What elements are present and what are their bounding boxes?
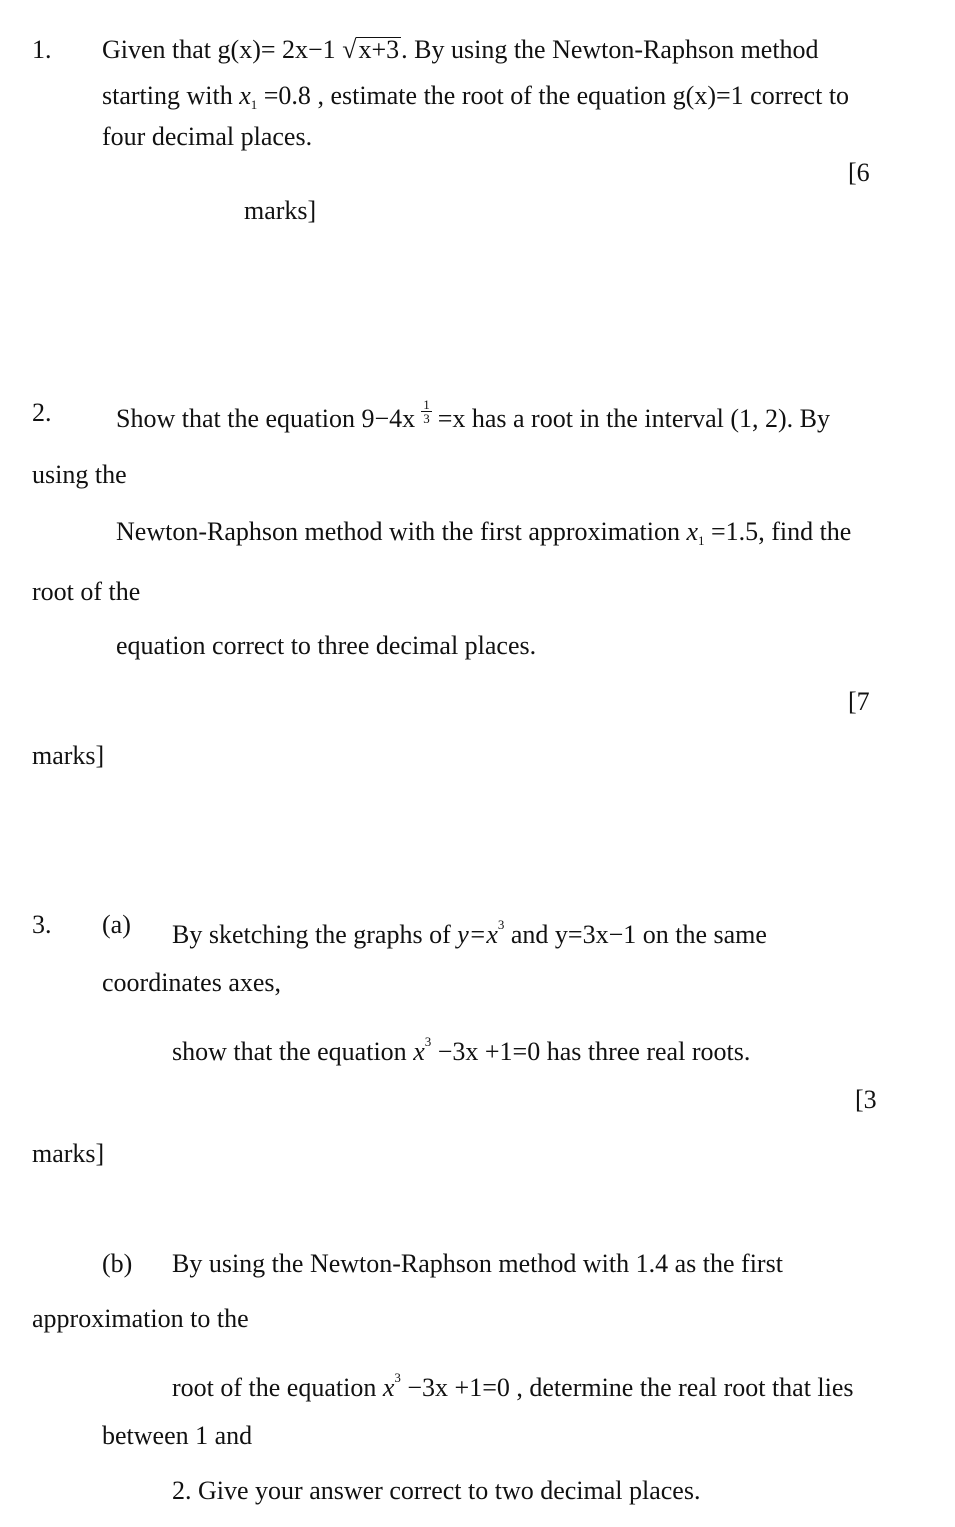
text: , find the: [758, 517, 852, 546]
math-sup: 3: [394, 1370, 401, 1385]
sqrt-argument: x+3: [358, 35, 400, 64]
text: , determine the real root that lies: [509, 1373, 854, 1402]
text: has a root in the interval (1, 2). By: [465, 404, 830, 433]
math-expression: −3x +1=0: [400, 1373, 510, 1402]
denominator: 3: [423, 411, 430, 426]
math-expression: 9−4x: [361, 404, 416, 433]
text: on the same: [636, 920, 767, 949]
question-3a-line-2: coordinates axes,: [102, 968, 282, 997]
question-3b-line-2: approximation to the: [32, 1304, 249, 1333]
math-expression: −3x +1=0: [431, 1037, 541, 1066]
question-number: 1.: [32, 35, 52, 64]
question-1-line-1: [102, 35, 819, 65]
math-value: =0.8: [257, 81, 311, 110]
math-expression: y=x: [457, 920, 498, 949]
text: By sketching the graphs of: [172, 920, 458, 949]
math-expression: =x: [437, 404, 466, 433]
numerator: 1: [423, 397, 430, 412]
math-expression: y=3x−1: [554, 920, 637, 949]
text: has three real roots.: [540, 1037, 751, 1066]
marks-label: marks]: [32, 741, 105, 770]
math-g-of-x: g(x)= 2x−1: [217, 35, 336, 64]
question-1-line-2: [102, 81, 849, 120]
math-sup: 3: [497, 917, 505, 932]
text: . By using the Newton-Raphson method: [401, 35, 819, 64]
part-label: (a): [102, 910, 131, 939]
question-2-line-1: [116, 398, 830, 434]
text: Newton-Raphson method with the first approximation: [116, 517, 687, 546]
part-label: (b): [102, 1249, 133, 1278]
math-sub: 1: [250, 97, 258, 112]
math-sup: 3: [424, 1034, 432, 1049]
math-equation: g(x)=1: [672, 81, 744, 110]
marks-label: [3: [855, 1085, 877, 1114]
question-3b-line-4: between 1 and: [102, 1421, 253, 1450]
question-3b-line-3: [172, 1363, 854, 1403]
question-3b-line-1: By using the Newton-Raphson method with 1.4 as the first: [172, 1249, 783, 1278]
text: and: [504, 920, 555, 949]
question-2-line-4: root of the: [32, 577, 141, 606]
question-3a-line-3: [172, 1027, 750, 1067]
text: starting with: [102, 81, 240, 110]
text: Show that the equation: [116, 404, 362, 433]
marks-label: [7: [848, 687, 870, 716]
math-sub: 1: [698, 533, 705, 548]
question-2-line-5: equation correct to three decimal places.: [116, 631, 537, 660]
question-2-line-2: using the: [32, 460, 127, 489]
marks-label: [6: [848, 158, 870, 187]
math-var: x: [413, 1037, 425, 1066]
text: Given that: [102, 35, 218, 64]
question-3b-line-5: 2. Give your answer correct to two decimal places.: [172, 1476, 701, 1505]
text: correct to: [743, 81, 850, 110]
question-number: 3.: [32, 910, 52, 939]
text: show that the equation: [172, 1037, 414, 1066]
question-2-line-3: [116, 517, 851, 556]
text: root of the equation: [172, 1373, 383, 1402]
sqrt-icon: √: [342, 35, 357, 64]
marks-label: marks]: [244, 196, 317, 225]
math-var: x: [686, 517, 699, 546]
marks-label: marks]: [32, 1139, 105, 1168]
math-var: x: [382, 1373, 395, 1402]
math-value: =1.5: [704, 517, 759, 546]
math-var: x: [239, 81, 251, 110]
fraction: [421, 398, 432, 425]
question-3a-line-1: [172, 910, 767, 950]
question-1-line-3: four decimal places.: [102, 122, 313, 151]
text: , estimate the root of the equation: [310, 81, 673, 110]
question-number: 2.: [32, 398, 52, 427]
